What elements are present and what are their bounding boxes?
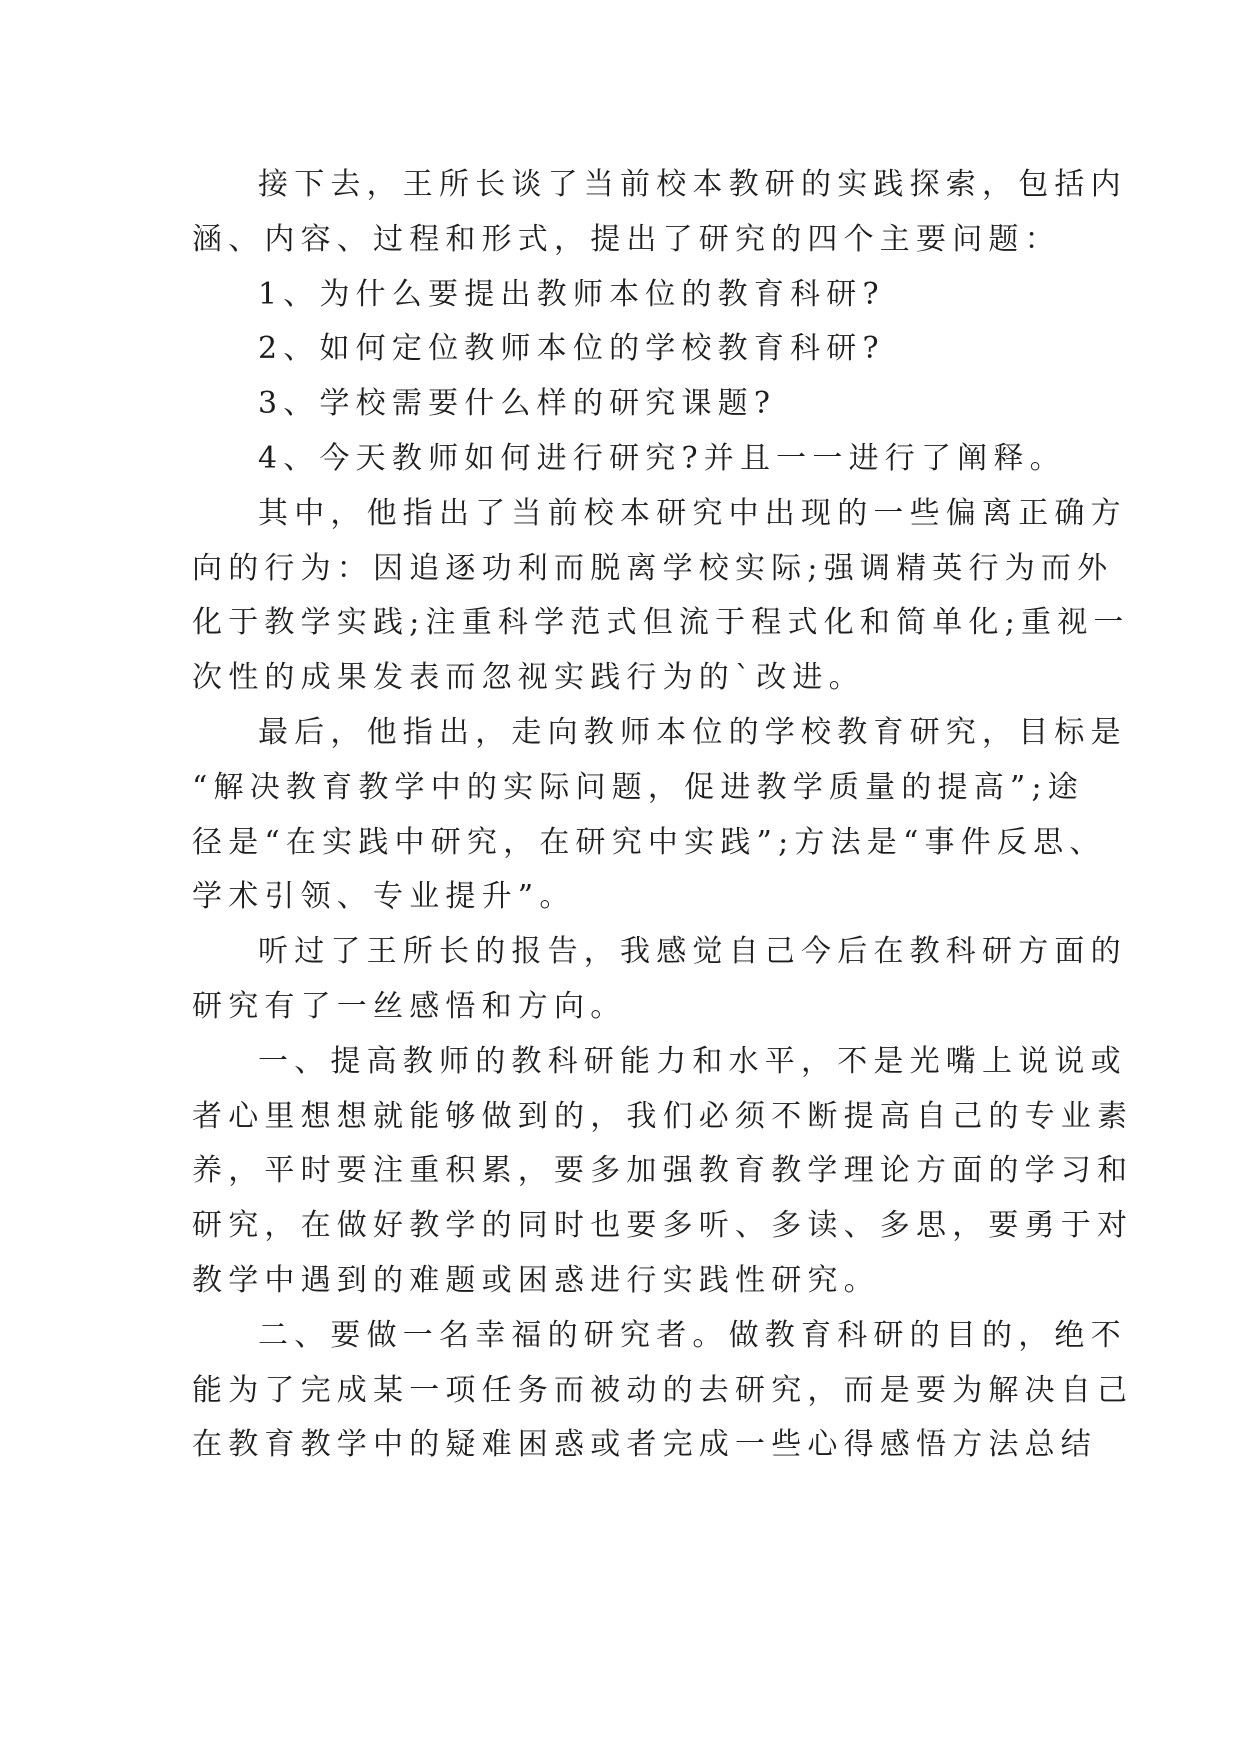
question-1: 1、为什么要提出教师本位的教育科研?	[258, 276, 885, 312]
paragraph-1-line-2: 涵、内容、过程和形式，提出了研究的四个主要问题：	[192, 221, 1061, 257]
paragraph-5-line-2: 者心里想想就能够做到的，我们必须不断提高自己的专业素	[192, 1098, 1134, 1134]
paragraph-3-line-3: 径是“在实践中研究，在研究中实践”;方法是“事件反思、	[192, 824, 1106, 860]
paragraph-6-line-3: 在教育教学中的疑难困惑或者完成一些心得感悟方法总结	[192, 1427, 1097, 1463]
paragraph-1-line-1: 接下去，王所长谈了当前校本教研的实践探索，包括内	[258, 167, 1127, 202]
document-body	[192, 158, 1134, 1473]
paragraph-3-line-1: 最后，他指出，走向教师本位的学校教育研究，目标是	[258, 714, 1127, 750]
paragraph-4-line-1: 听过了王所长的报告，我感觉自己今后在教科研方面的	[258, 934, 1127, 970]
paragraph-2-line-3: 化于教学实践;注重科学范式但流于程式化和简单化;重视一	[192, 605, 1130, 641]
paragraph-4-line-2: 研究有了一丝感悟和方向。	[192, 988, 627, 1024]
paragraph-3-line-4: 学术引领、专业提升”。	[192, 879, 576, 915]
paragraph-5-line-1: 一、提高教师的教科研能力和水平，不是光嘴上说说或	[258, 1043, 1127, 1079]
question-3: 3、学校需要什么样的研究课题?	[258, 386, 777, 422]
question-4: 4、今天教师如何进行研究?并且一一进行了阐释。	[258, 440, 1066, 476]
paragraph-2-line-1: 其中，他指出了当前校本研究中出现的一些偏离正确方	[258, 495, 1127, 531]
paragraph-5-line-5: 教学中遇到的难题或困惑进行实践性研究。	[192, 1262, 880, 1298]
paragraph-2-line-4: 次性的成果发表而忽视实践行为的`改进。	[192, 660, 865, 696]
paragraph-5-line-4: 研究，在做好教学的同时也要多听、多读、多思，要勇于对	[192, 1208, 1134, 1244]
paragraph-5-line-3: 养，平时要注重积累，要多加强教育教学理论方面的学习和	[192, 1153, 1134, 1189]
paragraph-6-line-2: 能为了完成某一项任务而被动的去研究，而是要为解决自己	[192, 1372, 1134, 1408]
question-2: 2、如何定位教师本位的学校教育科研?	[258, 331, 885, 367]
paragraph-6-line-1: 二、要做一名幸福的研究者。做教育科研的目的，绝不	[258, 1317, 1127, 1353]
paragraph-3-line-2: “解决教育教学中的实际问题，促进教学质量的提高”;途	[192, 769, 1084, 805]
paragraph-2-line-2: 向的行为：因追逐功利而脱离学校实际;强调精英行为而外	[192, 550, 1114, 586]
